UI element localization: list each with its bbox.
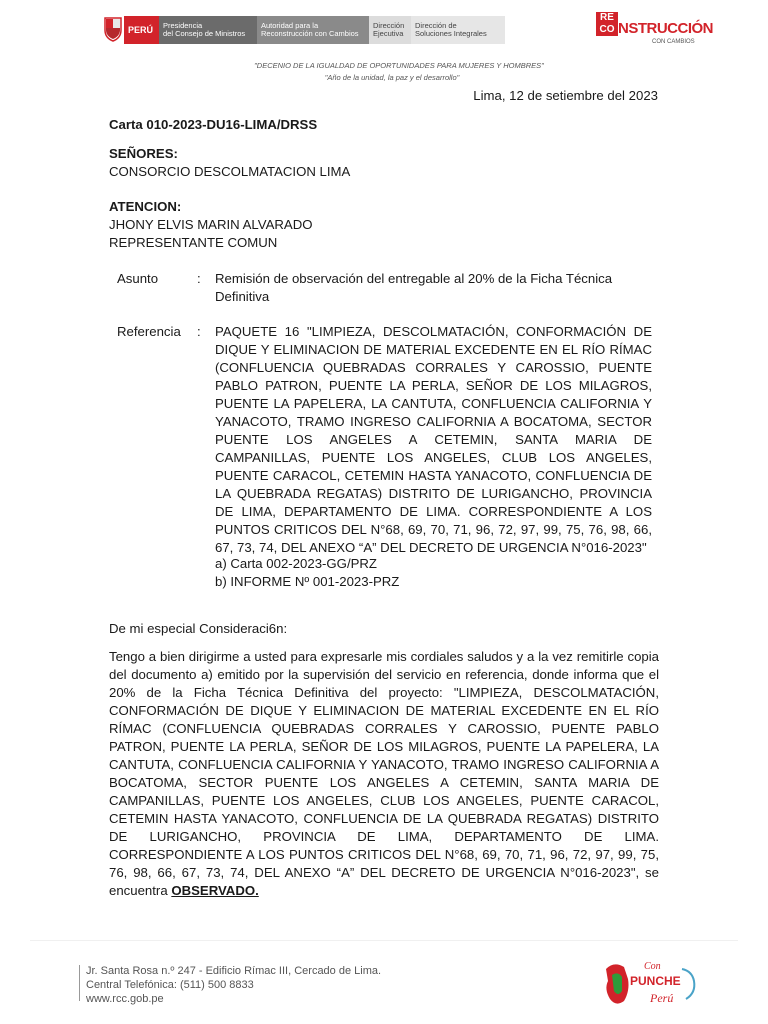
attention-heading: ATENCION:: [109, 199, 182, 214]
reference-text: PAQUETE 16 "LIMPIEZA, DESCOLMATACIÓN, CONFORMACIÓN DE DIQUE Y ELIMINACION DE MATERIAL EXCEDENTE EN EL RÍO RÍMAC (CONFLUENCIA QUEBRADAS CORRALES Y CAROSSIO, PUENTE PABLO PATRON, PUENTE LA PERLA, SEÑOR DE LOS MILAGROS, PUENTE LA PAPELERA, LA CANTUTA, CONFLUENCIA CALIFORNIA Y YANACOTO, TRAMO INGRESO CALIFORNIA A BOCATOMA, SECTOR PUENTE LOS ANGELES A CETEMIN, SANTA MARIA DE CAMPANILLAS, PUENTE LOS ANGELES, CLUB LOS ANGELES, PUENTE CARACOL, CETEMIN HASTA YANACOTO, CONFLUENCIA DE LA QUEBRADA REGATAS) DISTRITO DE LURIGANCHO, PROVINCIA DE LIMA, DEPARTAMENTO DE LIMA. CORRESPONDIENTE A LOS PUNTOS CRITICOS DEL N°68, 69, 70, 71, 96, 72, 97, 99, 75, 76, 98, 66, 67, 73, 74, DEL ANEXO “A” DEL DECRETO DE URGENCIA N°016-2023": [215, 324, 652, 555]
con-punche-peru-logo: [600, 955, 700, 1011]
subject-label: Asunto: [117, 271, 159, 286]
footer-address-block: [86, 964, 381, 1006]
recipient-name: CONSORCIO DESCOLMATACION LIMA: [109, 164, 351, 179]
reconstruccion-logo: [596, 12, 713, 48]
attention-name: JHONY ELVIS MARIN ALVARADO: [109, 217, 313, 232]
letter-number: Carta 010-2023-DU16-LIMA/DRSS: [109, 117, 318, 132]
subject-text: Remisión de observación del entregable al 20% de la Ficha Técnica Definitiva: [215, 271, 613, 304]
reference-label: Referencia: [117, 324, 181, 339]
logo-con: Con: [644, 961, 661, 972]
body-text: Tengo a bien dirigirme a usted para expresarle mis cordiales saludos y a la vez remitirle copia del documento a) emitido por la supervisión del servicio en referencia, donde informa que el 20% de la Ficha Técnica Definitiva del proyecto: "LIMPIEZA, DESCOLMATACIÓN, CONFORMACIÓN DE DIQUE Y ELIMINACION DE MATERIAL EXCEDENTE EN EL RÍO RÍMAC (CONFLUENCIA QUEBRADAS CORRALES Y CAROSSIO, PUENTE PABLO PATRON, PUENTE LA PERLA, SEÑOR DE LOS MILAGROS, PUENTE LA PAPELERA, LA CANTUTA, CONFLUENCIA CALIFORNIA Y YANACOTO, TRAMO INGRESO CALIFORNIA A BOCATOMA, SECTOR PUENTE LOS ANGELES A CETEMIN, SANTA MARIA DE CAMPANILLAS, PUENTE LOS ANGELES, CLUB LOS ANGELES, PUENTE CARACOL, CETEMIN HASTA YANACOTO, CONFLUENCIA DE LA QUEBRADA REGATAS) DISTRITO DE LURIGANCHO, PROVINCIA DE LIMA, DEPARTAMENTO DE LIMA. CORRESPONDIENTE A LOS PUNTOS CRITICOS DEL N°68, 69, 70, 71, 96, 72, 97, 99, 75, 76, 98, 66, 67, 73, 74, DEL ANEXO “A” DEL DECRETO DE URGENCIA N°016-2023", se encuentra: [109, 649, 659, 898]
direccion-soluciones-label: Dirección de Soluciones Integrales: [411, 16, 505, 44]
motto-year: "Año de la unidad, la paz y el desarrollo": [324, 73, 460, 82]
peru-label: PERÚ: [124, 16, 159, 44]
reference-colon: :: [197, 324, 201, 339]
footer-vertical-line: [79, 965, 80, 1001]
peru-coat-of-arms-icon: [103, 16, 123, 42]
salutation: De mi especial Consideraci6n:: [109, 621, 288, 636]
status-observado: OBSERVADO.: [171, 883, 259, 898]
logo-punche: PUNCHE: [630, 974, 681, 988]
reference-item: b) INFORME Nº 001-2023-PRZ: [215, 574, 400, 589]
motto-decenio: "DECENIO DE LA IGUALDAD DE OPORTUNIDADES PARA MUJERES Y HOMBRES": [254, 61, 544, 70]
body-paragraph: [109, 648, 659, 900]
reco-logo-text: NSTRUCCIÓN: [618, 20, 713, 37]
pcm-label: Presidencia del Consejo de Ministros: [159, 16, 257, 44]
direccion-ejecutiva-label: Dirección Ejecutiva: [369, 16, 411, 44]
letter-date: Lima, 12 de setiembre del 2023: [473, 88, 658, 103]
reference-item: a) Carta 002-2023-GG/PRZ: [215, 556, 377, 571]
attention-role: REPRESENTANTE COMUN: [109, 235, 278, 250]
recipient-heading: SEÑORES:: [109, 146, 178, 161]
reco-logo-box: RE CO: [596, 12, 618, 36]
footer-divider: [30, 940, 738, 941]
footer-phone: Central Telefónica: (511) 500 8833: [86, 979, 254, 991]
reco-logo-subtext: CON CAMBIOS: [652, 39, 695, 45]
reference-list: [215, 555, 652, 591]
subject-colon: :: [197, 271, 201, 286]
footer-address: Jr. Santa Rosa n.º 247 - Edificio Rímac III, Cercado de Lima.: [86, 965, 382, 977]
logo-peru: Perú: [650, 991, 674, 1005]
government-logo-strip: [124, 16, 505, 44]
footer-website: www.rcc.gob.pe: [86, 993, 164, 1005]
arcc-label: Autoridad para la Reconstrucción con Cambios: [257, 16, 369, 44]
